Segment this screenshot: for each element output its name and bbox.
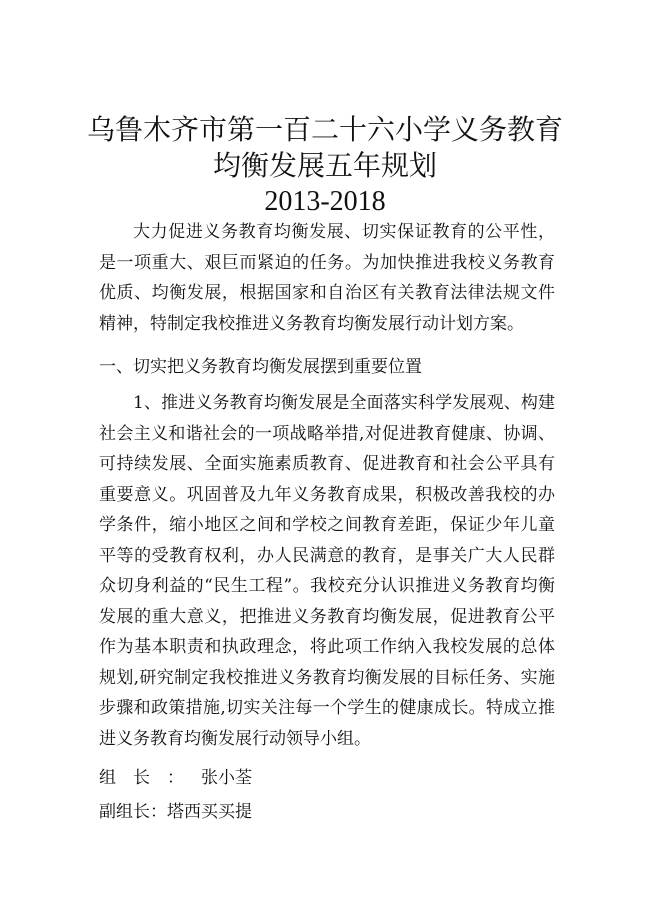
deputy-leader-label: 副组长：: [99, 802, 167, 822]
leader-name: 张小荃: [201, 768, 252, 788]
section-1-heading: 一、切实把义务教育均衡发展摆到重要位置: [99, 357, 422, 377]
section-1-paragraph-1: 1、推进义务教育均衡发展是全面落实科学发展观、构建社会主义和谐社会的一项战略举措,对促进教育健康、协调、可持续发展、全面实施素质教育、促进教育和社会公平具有重要意义。巩固普及九年义务教育成果，积极改善我校的办学条件，缩小地区之间和学校之间教育差距，保证少年儿童平等的受教育权利，办人民满意的教育，是事关广大人民群众切身利益的“民生工程”。我校充分认识推进义务教育均衡发展的重大意义，把推进义务教育均衡发展，促进教育公平作为基本职责和执政理念，将此项工作纳入我校发展的总体规划,研究制定我校推进义务教育均衡发展的目标任务、实施步骤和政策措施,切实关注每一个学生的健康成长。特成立推进义务教育均衡发展行动领导小组。: [99, 393, 555, 749]
document-title-line-1: 乌鲁木齐市第一百二十六小学义务教育: [86, 113, 563, 146]
deputy-leader-line: [99, 799, 252, 825]
leader-line: [99, 765, 252, 791]
document-title-years: 2013-2018: [264, 186, 386, 217]
leader-label: 组长：: [99, 768, 201, 788]
deputy-leader-name: 塔西买买提: [167, 802, 252, 822]
document-title-line-2: 均衡发展五年规划: [212, 149, 437, 182]
intro-paragraph: 大力促进义务教育均衡发展、切实保证教育的公平性，是一项重大、艰巨而紧迫的任务。为加快推进我校义务教育优质、均衡发展，根据国家和自治区有关教育法律法规文件精神，特制定我校推进义务教育均衡发展行动计划方案。: [99, 222, 555, 334]
